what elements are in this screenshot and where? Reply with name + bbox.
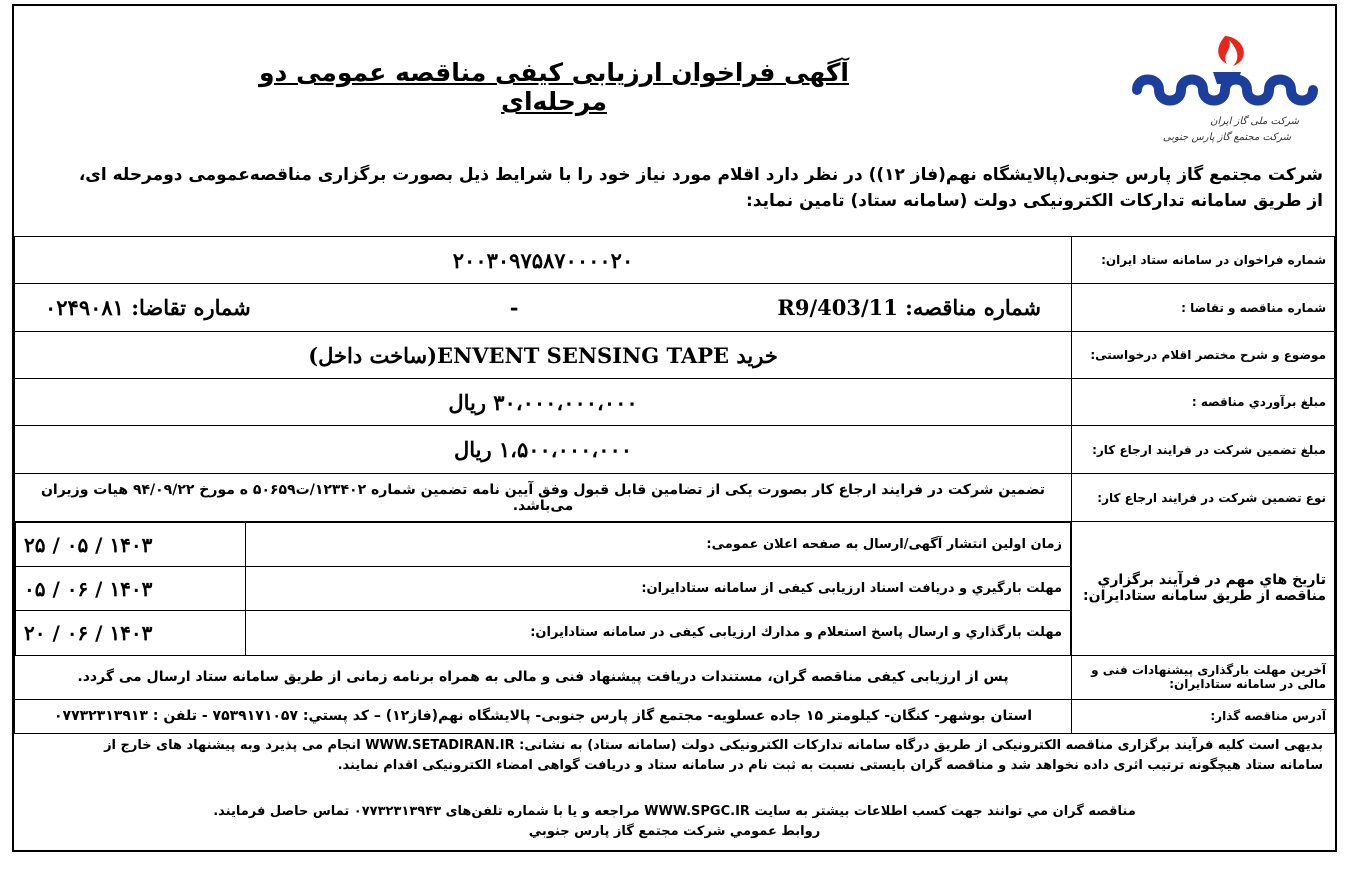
address-label: آدرس مناقصه گذار: — [1072, 699, 1335, 733]
tender-code: R9/403/11 — [777, 295, 898, 320]
row-subject — [15, 332, 1335, 379]
estimate-value: ۳۰،۰۰۰،۰۰۰،۰۰۰ ریال — [15, 379, 1072, 426]
footer-notes — [23, 736, 1323, 776]
address-value: استان بوشهر- کنگان- کیلومتر ۱۵ جاده عسلویه- مجتمع گاز پارس جنوبی- پالایشگاه نهم(فاز۱۲) – کد پستي: ۷۵۳۹۱۷۱۰۵۷ - تلفن : ۰۷۷۳۲۳۱۳۹۱۳ — [15, 699, 1072, 733]
logo-caption: شرکت ملی گاز ایران — [1210, 116, 1299, 127]
row-dates — [15, 522, 1335, 656]
setad-number-label: شماره فراخوان در سامانه ستاد ایران: — [1072, 237, 1335, 284]
row-deadline — [15, 655, 1335, 699]
date-value: ۱۴۰۳ / ۰۵ / ۲۵ — [16, 523, 246, 567]
intro-text — [23, 162, 1323, 214]
date-label: مهلت بارگیري و دریافت اسناد ارزیابی کیفی از سامانه ستادایران: — [246, 567, 1071, 611]
request-code: ۰۲۴۹۰۸۱ — [45, 295, 124, 320]
deadline-label: آخرین مهلت بارگذاری پیشنهادات فنی و مالی در سامانه ستادایران: — [1072, 655, 1335, 699]
request-number-group — [45, 295, 251, 320]
gas-flame-icon — [1129, 32, 1319, 116]
setad-number-value: ۲۰۰۳۰۹۷۵۸۷۰۰۰۰۲۰ — [15, 237, 1072, 284]
row-estimate — [15, 379, 1335, 426]
guarantee-amount-label: مبلغ تضمین شرکت در فرایند ارجاع کار: — [1072, 426, 1335, 474]
date-label: زمان اولین انتشار آگهی/ارسال به صفحه اعلان عمومی: — [246, 523, 1071, 567]
date-label: مهلت بارگذاري و ارسال پاسخ استعلام و مدارك ارزیابی کیفی در سامانه ستادایران: — [246, 611, 1071, 655]
tender-notice — [12, 4, 1337, 852]
date-value: ۱۴۰۳ / ۰۶ / ۰۵ — [16, 567, 246, 611]
footer-line-3: مناقصه گران مي توانند جهت كسب اطلاعات بيشتر به سايت WWW.SPGC.IR مراجعه و يا با شماره تلفن‌های ۰۷۷۳۲۳۱۳۹۴۳ تماس حاصل فرمايند. — [213, 804, 1136, 819]
tender-number-value — [15, 284, 1072, 332]
tender-number-label: شماره مناقصه و تقاضا : — [1072, 284, 1335, 332]
tender-separator: - — [509, 295, 519, 320]
guarantee-amount-value: ۱،۵۰۰،۰۰۰،۰۰۰ ریال — [15, 426, 1072, 474]
guarantee-type-value: تضمین شرکت در فرایند ارجاع کار بصورت یکی از تضامین قابل قبول وفق آیین نامه تضمین شماره ۱۲۳۴۰۲/ت۵۰۶۵۹ ه مورخ ۹۴/۰۹/۲۲ هیات وزیران می‌باشد. — [15, 474, 1072, 522]
request-label: شماره تقاضا: — [131, 295, 251, 320]
dates-label: تاریخ هاي مهم در فرآیند برگزاري مناقصه از طریق سامانه ستادایران: — [1072, 522, 1335, 656]
date-row — [16, 611, 1071, 655]
footer-line-4: روابط عمومي شركت مجتمع گاز پارس جنوبي — [528, 824, 821, 839]
subject-value: خرید ENVENT SENSING TAPE(ساخت داخل) — [15, 332, 1072, 379]
subject-label: موضوع و شرح مختصر اقلام درخواستی: — [1072, 332, 1335, 379]
footer-line-1: بدیهی است کلیه فرآیند برگزاری مناقصه الکترونیکی از طریق درگاه سامانه تدارکات الکترونیکی دولت (سامانه ستاد) به نشانی: WWW.SETADIRAN.IR انجام می پذیرد وبه پیشنهاد های خارج از — [104, 738, 1323, 753]
guarantee-type-label: نوع تضمین شرکت در فرایند ارجاع کار: — [1072, 474, 1335, 522]
date-row — [16, 523, 1071, 567]
company-logo — [1119, 32, 1329, 148]
tender-details-table — [14, 236, 1335, 734]
row-guarantee-amount — [15, 426, 1335, 474]
intro-line-1: شرکت مجتمع گاز پارس جنوبی(پالایشگاه نهم(فاز ۱۲)) در نظر دارد اقلام مورد نیاز خود را با شرایط ذیل بصورت برگزاری مناقصه‌عمومی دومرحله ای، — [78, 165, 1323, 185]
dates-table — [15, 522, 1071, 655]
dates-cell — [15, 522, 1072, 656]
row-tender-number — [15, 284, 1335, 332]
intro-line-2: از طریق سامانه تدارکات الکترونیکی دولت (سامانه ستاد) تامین نماید: — [745, 191, 1323, 211]
date-row — [16, 567, 1071, 611]
tender-label: شماره مناقصه: — [905, 295, 1041, 320]
deadline-value: پس از ارزیابی کیفی مناقصه گران، مستندات دریافت پیشنهاد فنی و مالی به همراه برنامه زمانی از طریق سامانه ستاد ارسال می گردد. — [15, 655, 1072, 699]
tender-number-group — [777, 295, 1041, 320]
date-value: ۱۴۰۳ / ۰۶ / ۲۰ — [16, 611, 246, 655]
page-title: آگهی فراخوان ارزیابی کیفی مناقصه عمومی دو مرحله‌ای — [259, 58, 849, 116]
footer-contact — [14, 802, 1335, 842]
row-setad-number — [15, 237, 1335, 284]
row-guarantee-type — [15, 474, 1335, 522]
header — [14, 6, 1335, 211]
logo-subcaption: شرکت مجتمع گاز پارس جنوبی — [1162, 132, 1291, 143]
estimate-label: مبلغ برآوردي مناقصه : — [1072, 379, 1335, 426]
footer-line-2: سامانه ستاد هیچگونه ترتیب اثری داده نخواهد شد و مناقصه گران بایستی نسبت به ثبت نام در سامانه ستاد و دریافت گواهی امضاء الکترونیکی اقدام نمایند. — [337, 758, 1323, 773]
row-address — [15, 699, 1335, 733]
